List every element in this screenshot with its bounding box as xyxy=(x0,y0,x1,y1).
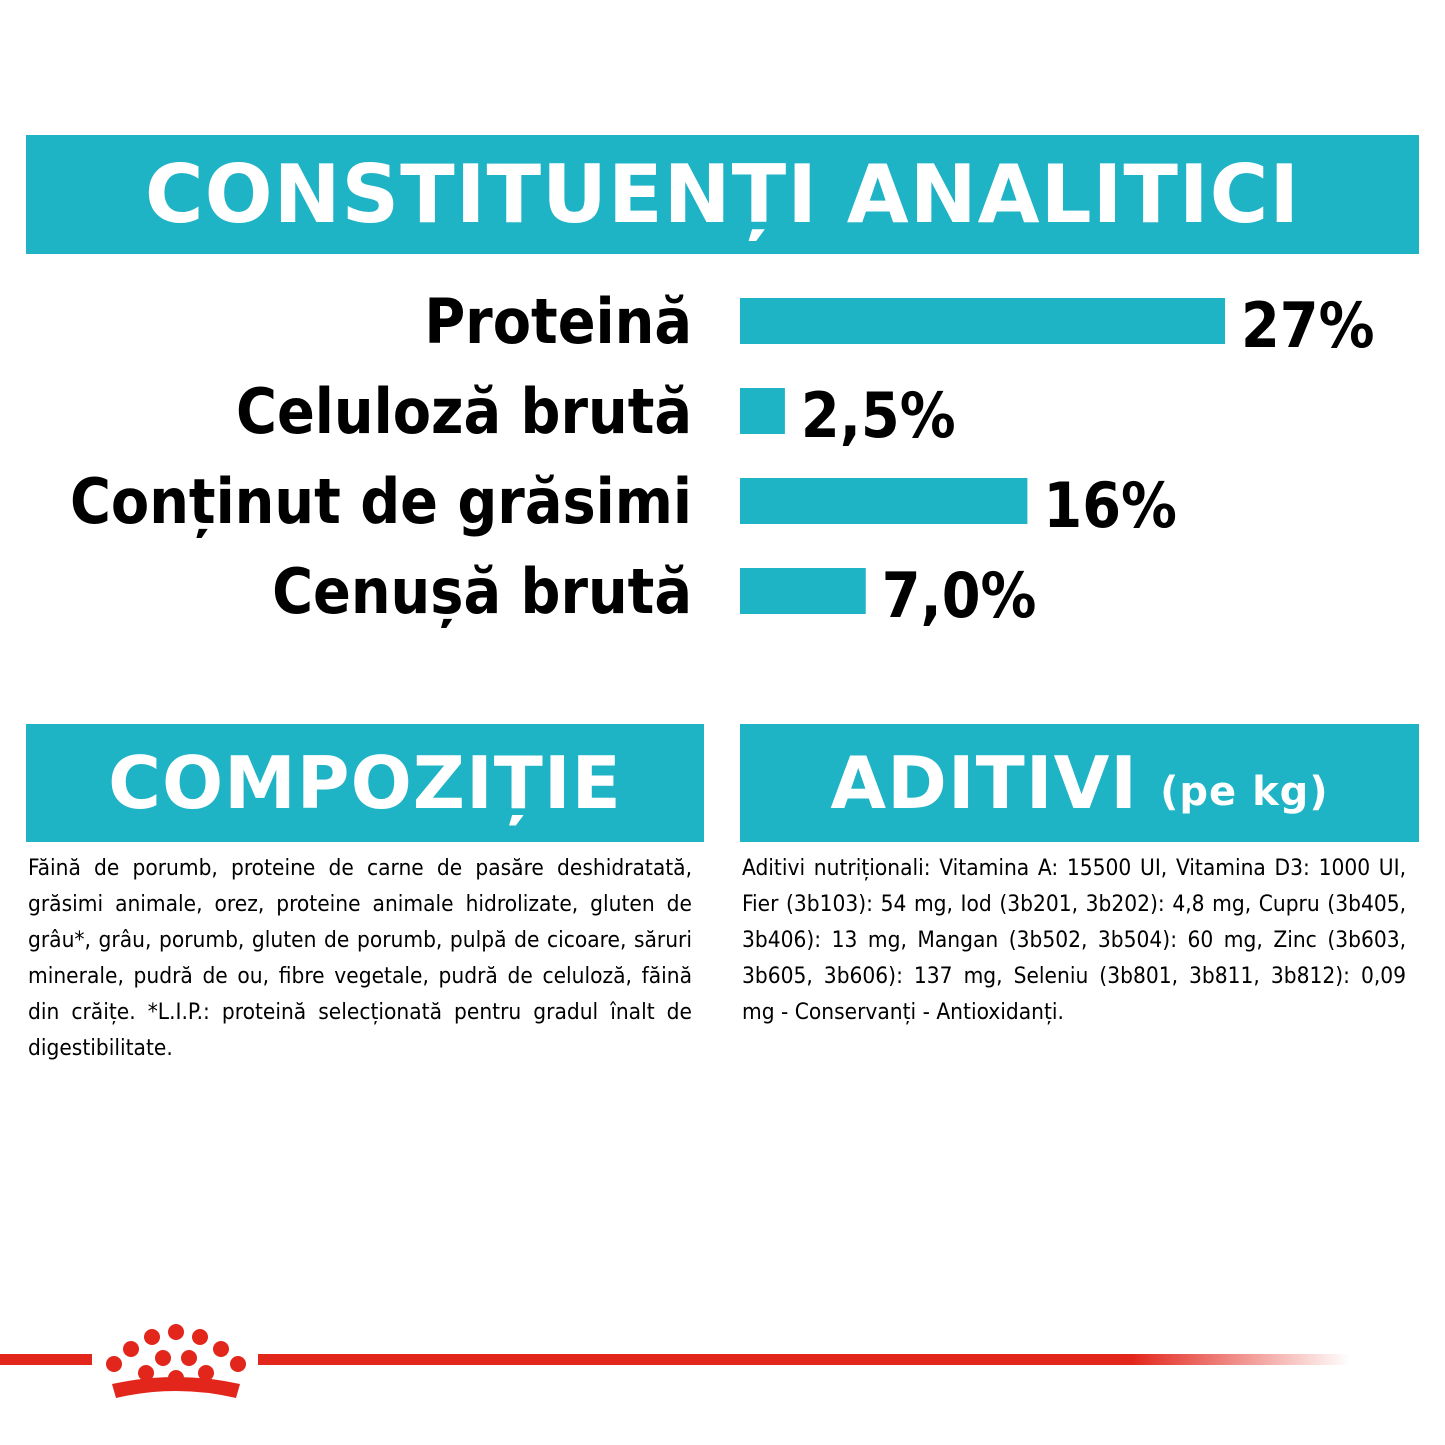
value-label: 27% xyxy=(1241,289,1375,362)
value-label: 7,0% xyxy=(881,559,1037,632)
category-label: Celuloză brută xyxy=(236,375,692,448)
analitici-bar-chart xyxy=(0,280,1445,640)
bar xyxy=(740,478,1027,524)
aditivi-subtitle: (pe kg) xyxy=(1160,769,1329,815)
brand-band-right xyxy=(258,1354,1350,1365)
aditivi-banner xyxy=(740,724,1419,842)
compozitie-banner xyxy=(26,724,704,842)
value-label: 2,5% xyxy=(800,379,956,452)
category-label: Conținut de grăsimi xyxy=(69,465,692,538)
category-label: Cenușă brută xyxy=(272,555,692,628)
compozitie-text: Făină de porumb, proteine de carne de pasăre deshidratată, grăsimi animale, orez, proteine animale hidrolizate, gluten de grâu*, grâu, porumb, gluten de porumb, pulpă de cicoare, săruri minerale, pudră de ou, fibre vegetale, pudră de celuloză, făină din crăițe. *L.I.P.: proteină selecționată pentru gradul înalt de digestibilitate. xyxy=(28,855,692,1061)
aditivi-text: Aditivi nutriționali: Vitamina A: 15500 UI, Vitamina D3: 1000 UI, Fier (3b103): 54 mg, Iod (3b201, 3b202): 4,8 mg, Cupru (3b405, 3b406): 13 mg, Mangan (3b502, 3b504): 60 mg, Zinc (3b603, 3b605, 3b606): 137 mg, Seleniu (3b801, 3b811, 3b812): 0,09 mg - Conservanți - Antioxidanți. xyxy=(742,855,1406,1025)
aditivi-title: ADITIVI xyxy=(830,741,1139,825)
category-label: Proteină xyxy=(424,285,692,358)
analitici-title: CONSTITUENȚI ANALITICI xyxy=(144,148,1301,241)
bar xyxy=(740,298,1225,344)
crown-icon xyxy=(106,1324,246,1398)
brand-band xyxy=(0,1320,1445,1410)
analitici-banner xyxy=(26,135,1419,254)
bar xyxy=(740,568,866,614)
value-label: 16% xyxy=(1043,469,1177,542)
brand-band-left xyxy=(0,1354,92,1365)
compozitie-title: COMPOZIȚIE xyxy=(108,741,622,825)
bar xyxy=(740,388,785,434)
